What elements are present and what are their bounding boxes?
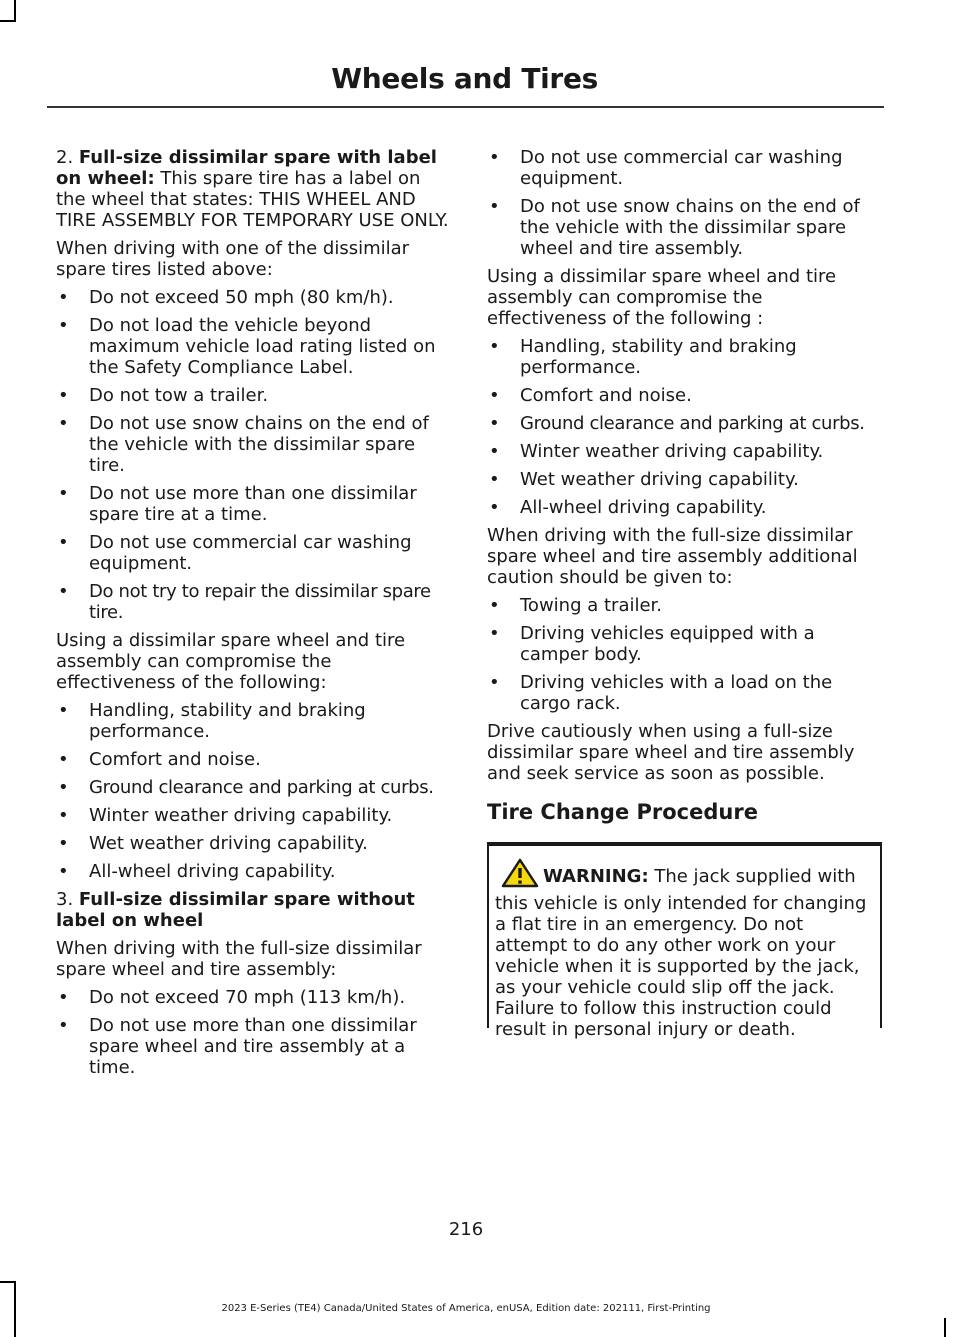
bullet: •	[489, 385, 500, 406]
list-item: • Comfort and noise.	[58, 749, 261, 770]
list-item: • Do not exceed 50 mph (80 km/h).	[58, 287, 394, 308]
paragraph-additional-caution: When driving with the full-size dissimilar spare wheel and tire assembly additional caution should be given to:	[487, 525, 858, 588]
list-item: • Do not use more than one dissimilar spare wheel and tire assembly at a time.	[58, 1015, 417, 1078]
spare-with-label-heading: Full-size dissimilar spare with label on wheel:	[56, 147, 437, 189]
bullet: •	[58, 581, 69, 602]
list-continued-restrictions	[487, 147, 882, 259]
list-item: • Do not use commercial car washing equipment.	[58, 532, 412, 574]
bullet: •	[58, 483, 69, 504]
list-compromised-items-2	[487, 336, 882, 518]
bullet: •	[58, 1015, 69, 1036]
crop-mark-bottom-left-h	[0, 1281, 16, 1283]
crop-mark-top-left-h	[0, 20, 16, 22]
right-column	[487, 147, 882, 1040]
list-item: • Ground clearance and parking at curbs.	[489, 413, 865, 434]
list-item: • Do not exceed 70 mph (113 km/h).	[58, 987, 406, 1008]
paragraph-compromise-effectiveness: Using a dissimilar spare wheel and tire assembly can compromise the effectiveness of the following:	[56, 630, 406, 693]
list-item: • Wet weather driving capability.	[489, 469, 799, 490]
bullet: •	[489, 672, 500, 693]
list-item: • Do not load the vehicle beyond maximum vehicle load rating listed on the Safety Compliance Label.	[58, 315, 436, 378]
list-item: • Do not use snow chains on the end of the vehicle with the dissimilar spare wheel and tire assembly.	[489, 196, 860, 259]
bullet: •	[489, 441, 500, 462]
list-item: • Do not try to repair the dissimilar spare tire.	[58, 581, 431, 623]
list-item: • Driving vehicles with a load on the cargo rack.	[489, 672, 833, 714]
warning-label: WARNING:	[543, 866, 649, 887]
list-item: • Ground clearance and parking at curbs.	[58, 777, 434, 798]
list-item: • Do not use snow chains on the end of the vehicle with the dissimilar spare tire.	[58, 413, 429, 476]
list-item: • Handling, stability and braking performance.	[489, 336, 797, 378]
paragraph-drive-cautiously: Drive cautiously when using a full-size dissimilar spare wheel and tire assembly and seek service as soon as possible.	[487, 721, 855, 784]
bullet: •	[58, 700, 69, 721]
paragraph-spare-without-label: 3. Full-size dissimilar spare without label on wheel	[56, 889, 415, 931]
list-item: • Wet weather driving capability.	[58, 833, 368, 854]
warning-paragraph	[495, 858, 874, 1040]
list-caution-items	[487, 595, 882, 714]
list-item: • Towing a trailer.	[489, 595, 663, 616]
header-divider	[47, 106, 884, 108]
bullet: •	[489, 595, 500, 616]
list-item: • Handling, stability and braking performance.	[58, 700, 366, 742]
list-item: • Do not use more than one dissimilar spare tire at a time.	[58, 483, 417, 525]
list-item: • Do not tow a trailer.	[58, 385, 269, 406]
bullet: •	[489, 469, 500, 490]
paragraph-spare-with-label: 2. Full-size dissimilar spare with label on wheel: This spare tire has a label on the wheel that states: THIS WHEEL AND TIRE ASSEMBLY FOR TEMPORARY USE ONLY.	[56, 147, 449, 231]
warning-text: The jack supplied with this vehicle is only intended for changing a flat tire in an emergency. Do not attempt to do any other work on your vehicle when it is supported by the jack, as your vehicle could slip off the jack. Failure to follow this instruction could result in personal injury or death.	[495, 866, 867, 1040]
warning-triangle-icon	[501, 858, 539, 893]
crop-mark-top-left-v	[14, 0, 16, 22]
list-item: • Do not use commercial car washing equipment.	[489, 147, 843, 189]
bullet: •	[58, 315, 69, 336]
paragraph-compromise-effectiveness-2: Using a dissimilar spare wheel and tire assembly can compromise the effectiveness of the following :	[487, 266, 837, 329]
list-driving-restrictions	[56, 287, 451, 623]
bullet: •	[58, 413, 69, 434]
bullet: •	[58, 532, 69, 553]
list-item: • All-wheel driving capability.	[58, 861, 336, 882]
bullet: •	[58, 805, 69, 826]
bullet: •	[58, 777, 69, 798]
list-compromised-items	[56, 700, 451, 882]
bullet: •	[489, 336, 500, 357]
bullet: •	[58, 861, 69, 882]
page-title: Wheels and Tires	[331, 62, 598, 95]
list-item: • All-wheel driving capability.	[489, 497, 767, 518]
bullet: •	[58, 987, 69, 1008]
crop-mark-bottom-right-v	[944, 1318, 946, 1337]
paragraph-driving-full-size: When driving with the full-size dissimilar spare wheel and tire assembly:	[56, 938, 422, 980]
list-item: • Comfort and noise.	[489, 385, 692, 406]
bullet: •	[489, 497, 500, 518]
bullet: •	[489, 623, 500, 644]
paragraph-driving-dissimilar: When driving with one of the dissimilar spare tires listed above:	[56, 238, 410, 280]
warning-box	[487, 842, 882, 1040]
spare-without-label-heading: Full-size dissimilar spare without label on wheel	[56, 889, 415, 931]
bullet: •	[489, 147, 500, 168]
list-item: • Driving vehicles equipped with a camper body.	[489, 623, 815, 665]
list-full-size-restrictions	[56, 987, 451, 1078]
left-column	[56, 147, 451, 1085]
list-item: • Winter weather driving capability.	[58, 805, 393, 826]
bullet: •	[489, 196, 500, 217]
bullet: •	[58, 749, 69, 770]
page-number: 216	[448, 1219, 484, 1240]
bullet: •	[489, 413, 500, 434]
footer-edition-info: 2023 E-Series (TE4) Canada/United States of America, enUSA, Edition date: 202111, First-Printing	[221, 1303, 711, 1314]
section-heading-tire-change: Tire Change Procedure	[487, 800, 758, 824]
bullet: •	[58, 385, 69, 406]
bullet: •	[58, 287, 69, 308]
bullet: •	[58, 833, 69, 854]
list-item: • Winter weather driving capability.	[489, 441, 824, 462]
